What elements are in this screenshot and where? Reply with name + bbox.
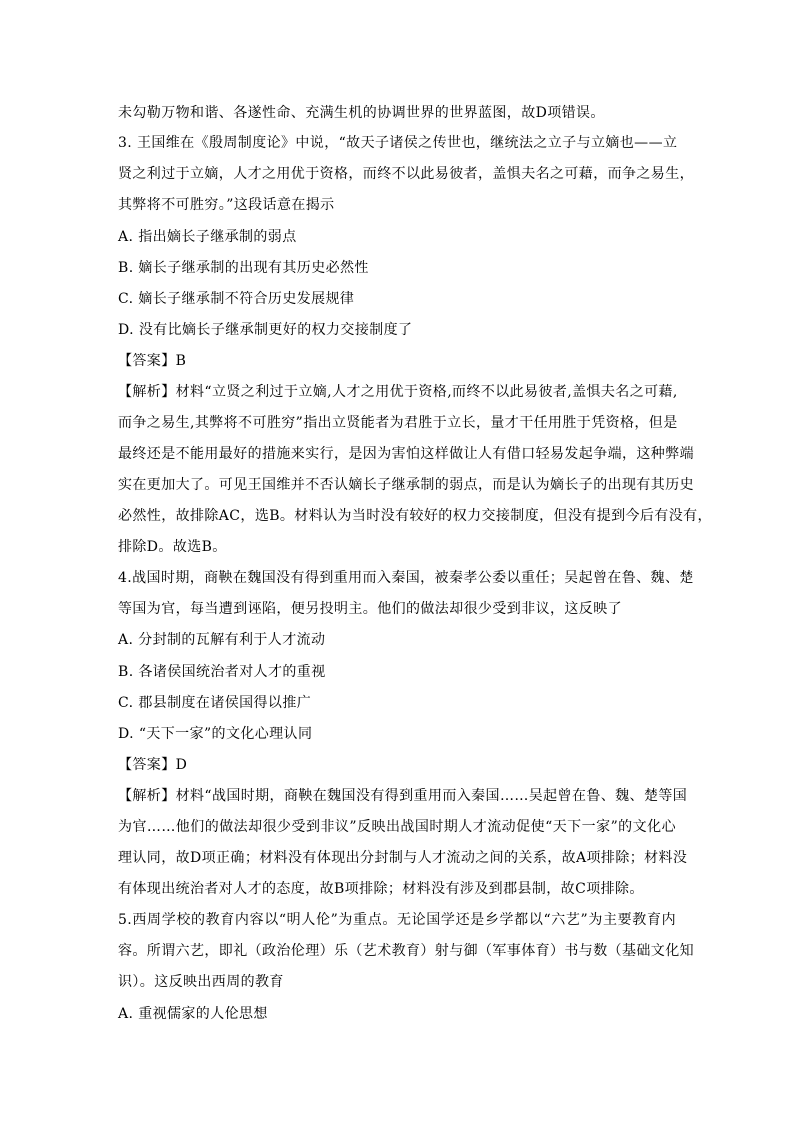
option-c: C. 嫡长子继承制不符合历史发展规律 — [118, 291, 355, 307]
option-b: B. 各诸侯国统治者对人才的重视 — [118, 664, 326, 680]
answer-label: 【答案】B — [118, 353, 187, 369]
answer-label: 【答案】D — [118, 757, 188, 773]
option-a: A. 分封制的瓦解有利于人才流动 — [118, 632, 326, 648]
option-a: A. 重视儒家的人伦思想 — [118, 1006, 268, 1022]
analysis-text: 排除D。故选B。 — [118, 539, 227, 555]
analysis-text: 【解析】材料“立贤之利过于立嫡,人才之用优于资格,而终不以此易彼者,盖惧夫名之可藉, — [118, 384, 678, 400]
question-3-stem: 3. 王国维在《殷周制度论》中说，“故天子诸侯之传世也，继统法之立子与立嫡也——立 — [118, 135, 678, 151]
analysis-text: 最终还是不能用最好的措施来实行，是因为害怕这样做让人有借口轻易发起争端，这种弊端 — [118, 446, 694, 462]
question-5-stem: 5.西周学校的教育内容以“明人伦”为重点。无论国学还是乡学都以“六艺”为主要教育内 — [118, 912, 676, 928]
analysis-text: 【解析】材料“战国时期，商鞅在魏国没有得到重用而入秦国……吴起曾在鲁、魏、楚等国 — [118, 788, 688, 804]
option-d: D. “天下一家”的文化心理认同 — [118, 726, 313, 742]
analysis-text: 实在更加大了。可见王国维并不否认嫡长子继承制的弱点，而是认为嫡长子的出现有其历史 — [118, 477, 694, 493]
analysis-text: 而争之易生,其弊将不可胜穷”指出立贤能者为君胜于立长，量才干任用胜于凭资格，但是 — [118, 415, 678, 431]
analysis-text: 有体现出统治者对人才的态度，故B项排除；材料没有涉及到郡县制，故C项排除。 — [118, 881, 644, 897]
question-5-stem: 容。所谓六艺，即礼（政治伦理）乐（艺术教育）射与御（军事体育）书与数（基础文化知 — [118, 943, 694, 959]
analysis-text: 必然性，故排除AC，选B。材料认为当时没有较好的权力交接制度，但没有提到今后有没有， — [118, 508, 712, 524]
option-b: B. 嫡长子继承制的出现有其历史必然性 — [118, 260, 369, 276]
question-4-stem: 等国为官，每当遭到诬陷，便另投明主。他们的做法却很少受到非议，这反映了 — [118, 601, 622, 617]
text-line: 未勾勒万物和谐、各遂性命、充满生机的协调世界的世界蓝图，故D项错误。 — [118, 105, 605, 121]
option-d: D. 没有比嫡长子继承制更好的权力交接制度了 — [118, 322, 413, 338]
analysis-text: 理认同，故D项正确；材料没有体现出分封制与人才流动之间的关系，故A项排除；材料没 — [118, 850, 688, 866]
option-c: C. 郡县制度在诸侯国得以推广 — [118, 695, 312, 711]
question-5-stem: 识）。这反映出西周的教育 — [118, 974, 284, 990]
analysis-text: 为官……他们的做法却很少受到非议”反映出战国时期人才流动促使“天下一家”的文化心 — [118, 819, 676, 835]
question-4-stem: 4.战国时期，商鞅在魏国没有得到重用而入秦国，被秦孝公委以重任；吴起曾在鲁、魏、楚 — [118, 570, 694, 586]
question-3-stem: 其弊将不可胜穷。”这段话意在揭示 — [118, 197, 335, 213]
question-3-stem: 贤之利过于立嫡，人才之用优于资格，而终不以此易彼者，盖惧夫名之可藉，而争之易生， — [118, 166, 694, 182]
option-a: A. 指出嫡长子继承制的弱点 — [118, 229, 297, 245]
